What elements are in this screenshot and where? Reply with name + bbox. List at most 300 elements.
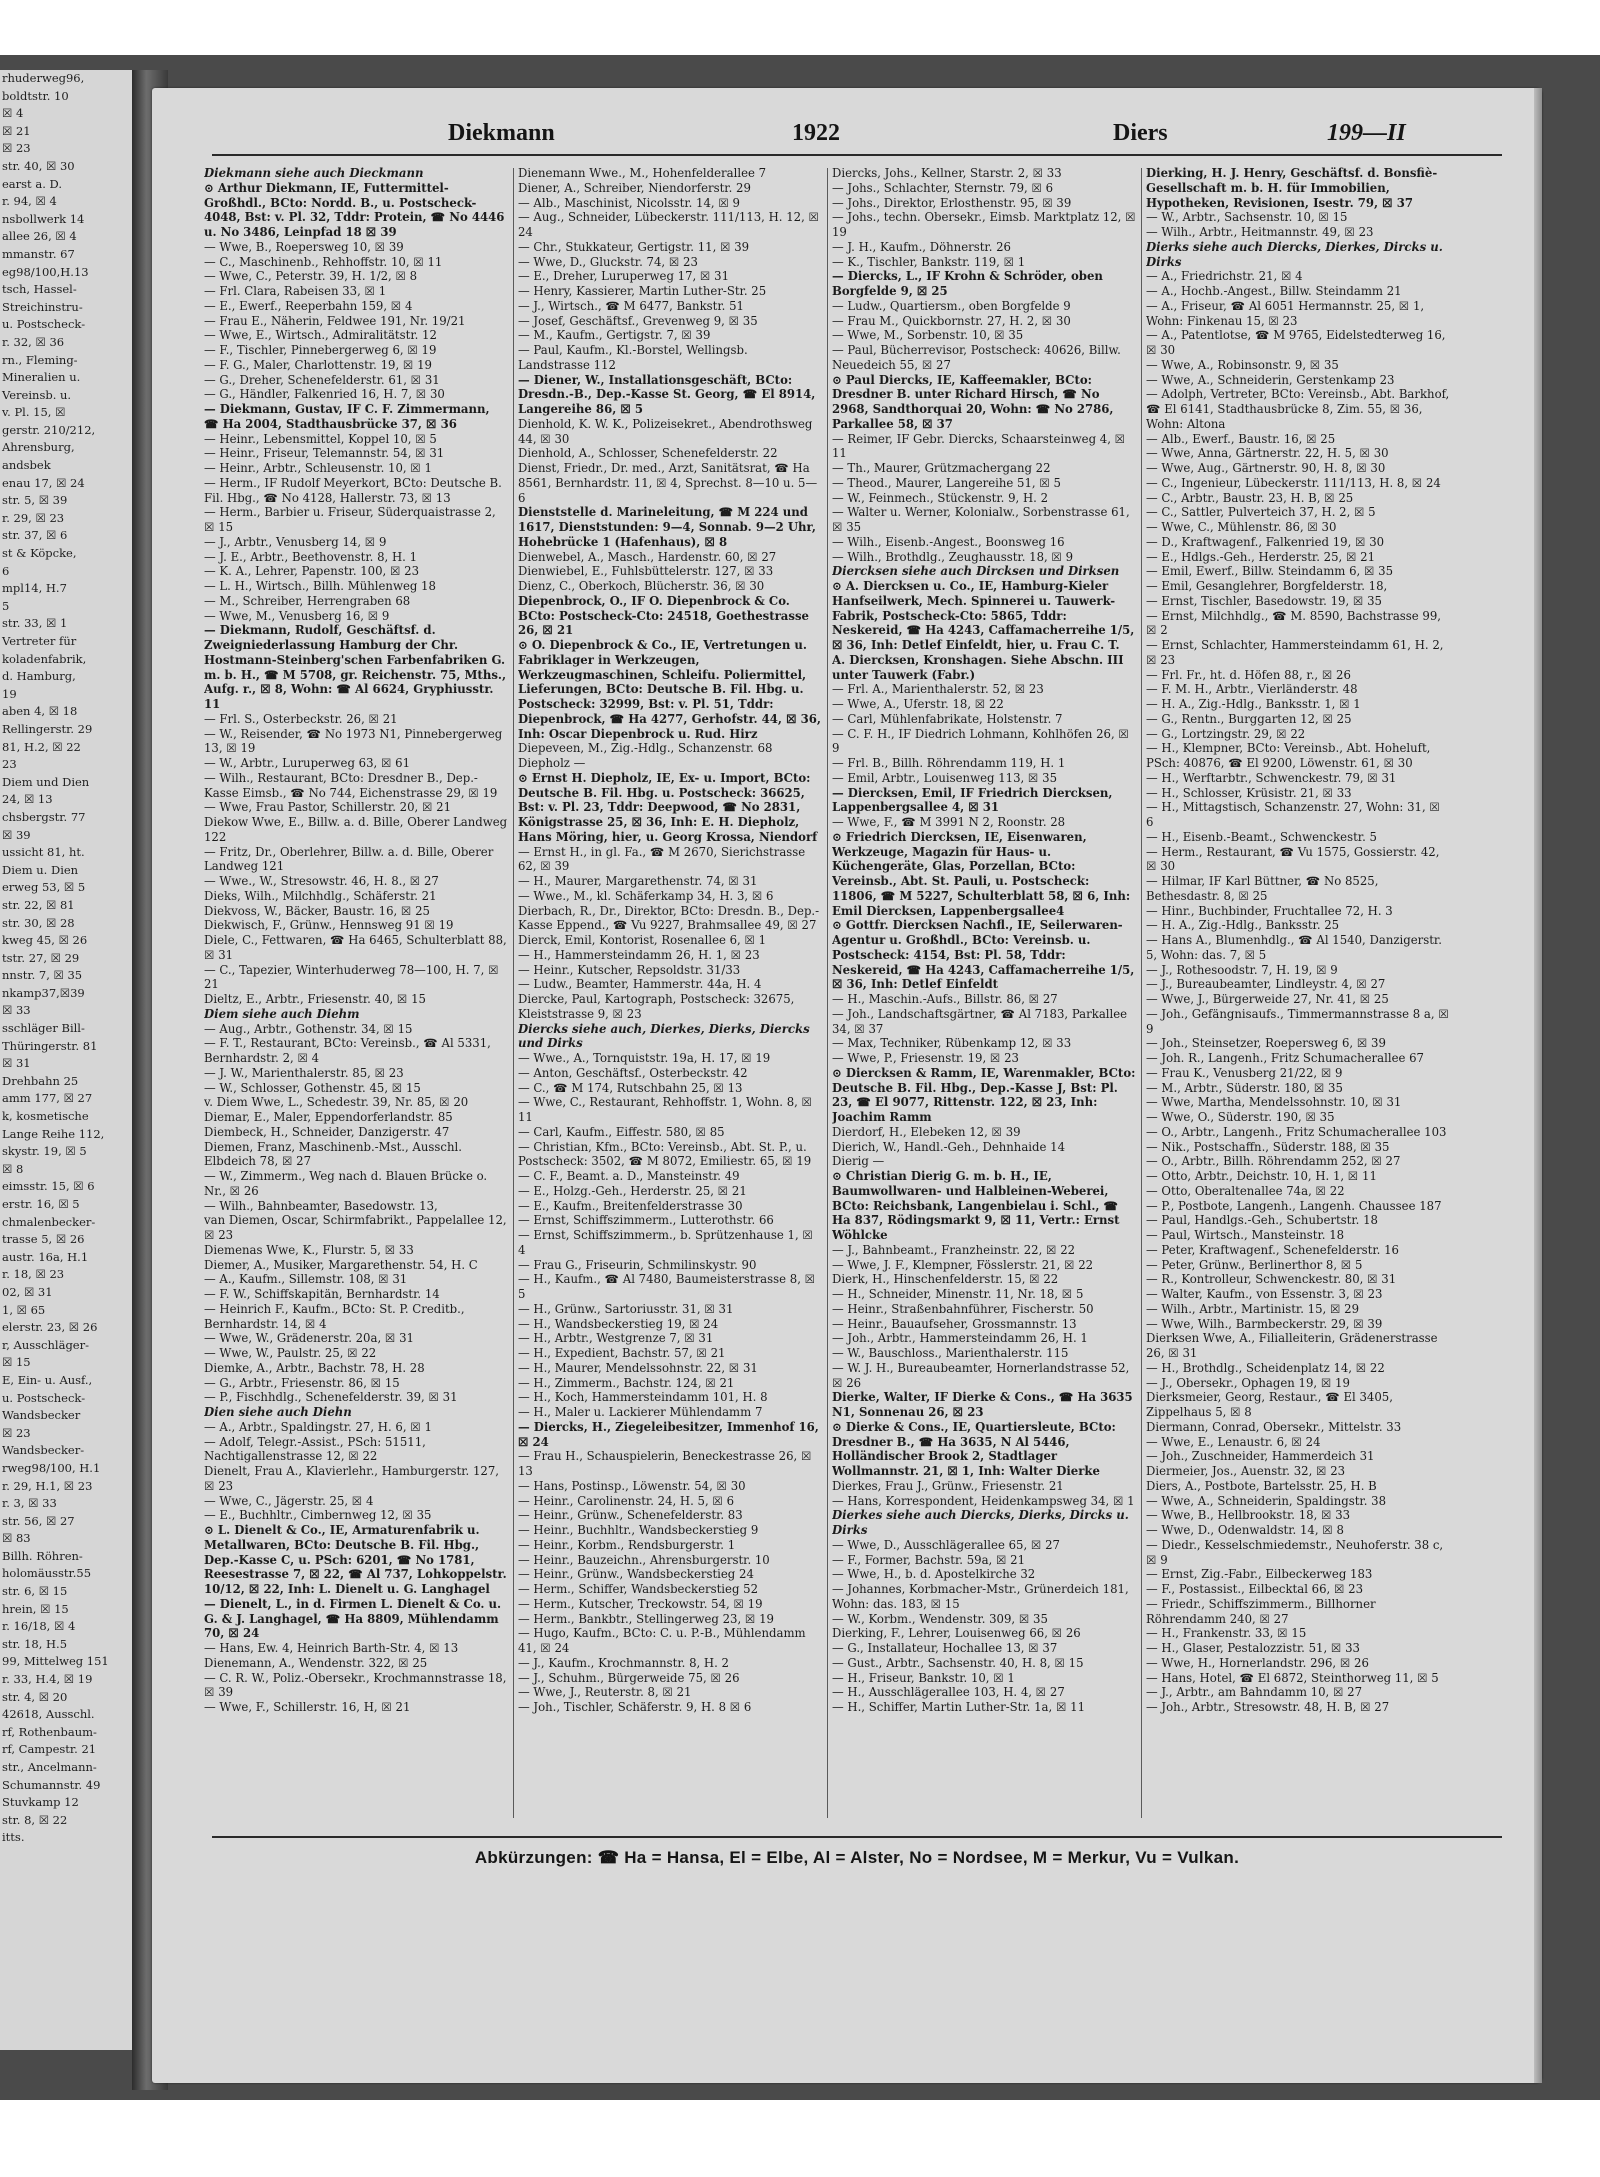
directory-entry: — Frl. Fr., ht. d. Höfen 88, r., ☒ 26 [1146, 667, 1351, 682]
fragment-line: str. 5, ☒ 39 [2, 493, 68, 508]
fragment-line: str. 37, ☒ 6 [2, 528, 68, 543]
directory-entry: — W., Arbtr., Sachsenstr. 10, ☒ 15 [1146, 210, 1348, 225]
directory-entry: — H., Schlosser, Krüsistr. 21, ☒ 33 [1146, 785, 1352, 800]
directory-entry: — J. E., Arbtr., Beethovenstr. 8, H. 1 [204, 549, 418, 564]
directory-entry: Dienelt, Frau A., Klavierlehr., Hamburgerstr. 127, ☒ 23 [204, 1464, 500, 1493]
directory-entry: — Ernst, Schlachter, Hammersteindamm 61, H. 2, ☒ 23 [1146, 638, 1444, 667]
footer-rule [212, 1836, 1502, 1838]
fragment-line: ussicht 81, ht. [2, 845, 85, 860]
fragment-line: tsch, Hassel- [2, 282, 77, 297]
firm-entry: ⊙ O. Diepenbrock & Co., IE, Vertretungen u. Fabriklager in Werkzeugen, Werkzeugmaschinen, Schleifu. Poliermittel, Lieferungen, BCto: Deutsche B. Fil. Hbg. u. Postscheck: 32999, Bst: v. Pl. 51, Tddr: Diepenbrock, ☎ Ha 4277, Gerhofstr. 44, ☒ 36, Inh: Oscar Diepenbrock u. Rud. Hirz [518, 638, 821, 741]
directory-entry: — Joh. R., Langenh., Fritz Schumacherallee 67 [1146, 1051, 1424, 1065]
directory-entry: — Aug., Arbtr., Gothenstr. 34, ☒ 15 [204, 1021, 413, 1036]
firm-entry: — Diercks, L., IF Krohn & Schröder, oben Borgfelde 9, ☒ 25 [832, 269, 1103, 298]
directory-entry: — Heinr., Arbtr., Schleusenstr. 10, ☒ 1 [204, 461, 432, 475]
firm-entry: — Diener, W., Installationsgeschäft, BCto: Dresdn.-B., Dep.-Kasse St. Georg, ☎ El 8914, Langereihe 86, ☒ 5 [518, 372, 816, 416]
fragment-line: rweg98/100, H.1 [2, 1460, 101, 1475]
directory-entry: — Heinr., Buchhltr., Wandsbeckerstieg 9 [518, 1523, 759, 1537]
fragment-line: 02, ☒ 31 [2, 1284, 53, 1299]
fragment-line: r, Ausschläger- [2, 1337, 89, 1352]
cross-reference: Diem siehe auch Diehm [204, 1006, 360, 1021]
directory-entry: — G., Installateur, Hochallee 13, ☒ 37 [832, 1641, 1058, 1655]
firm-entry: ⊙ Gottfr. Diercksen Nachfl., IE, Seilerwaren-Agentur u. Großhdl., BCto: Vereinsb. u. Postscheck: 4154, Bst: Pl. 58, Tddr: Neskereid, ☎ Ha 4243, Caffamacherreihe 1/5, ☒ 36, Inh: Detlef Einfeldt [832, 918, 1135, 992]
directory-entry: — Wwe, B., Roepersweg 10, ☒ 39 [204, 239, 404, 254]
fragment-line: 24, ☒ 13 [2, 792, 53, 807]
directory-entry: — H., Expedient, Bachstr. 57, ☒ 21 [518, 1346, 726, 1360]
directory-entry: — Diedr., Kesselschmiedemstr., Neuhoferstr. 38 c, ☒ 9 [1146, 1537, 1444, 1567]
directory-entry: — Ernst, Tischler, Basedowstr. 19, ☒ 35 [1146, 593, 1382, 608]
directory-entry: — Theod., Maurer, Langereihe 51, ☒ 5 [832, 475, 1061, 490]
directory-entry: — Ernst, Schiffszimmerm., Lutterothstr. 66 [518, 1213, 774, 1228]
fragment-line: allee 26, ☒ 4 [2, 229, 77, 244]
cross-reference: Dien siehe auch Diehn [204, 1405, 352, 1419]
directory-entry: — Wwe, Anna, Gärtnerstr. 22, H. 5, ☒ 30 [1146, 446, 1389, 461]
directory-entry: — Peter, Grünw., Berlinerthor 8, ☒ 5 [1146, 1257, 1363, 1272]
fragment-line: r. 18, ☒ 23 [2, 1267, 65, 1282]
directory-entry: — Heinrich F., Kaufm., BCto: St. P. Creditb., Bernhardstr. 14, ☒ 4 [204, 1301, 465, 1331]
directory-entry: — F., Tischler, Pinnebergerweg 6, ☒ 19 [204, 343, 437, 357]
cross-reference: Diercks siehe auch, Dierkes, Dierks, Diercks und Dirks [518, 1021, 810, 1051]
fragment-line: str. 30, ☒ 28 [2, 915, 75, 930]
firm-entry: — Dienelt, L., in d. Firmen L. Dienelt & Co. u. G. & J. Langhagel, ☎ Ha 8809, Mühlendamm 70, ☒ 24 [204, 1596, 502, 1641]
fragment-line: gerstr. 210/212, [2, 422, 96, 437]
fragment-line: ☒ 23 [2, 141, 31, 156]
directory-entry: — Paul, Wirtsch., Mansteinstr. 18 [1146, 1228, 1345, 1242]
previous-page-edge [0, 70, 138, 2050]
directory-entry: — Wwe, J., Reuterstr. 8, ☒ 21 [518, 1685, 692, 1700]
directory-entry: — A., Arbtr., Spaldingstr. 27, H. 6, ☒ 1 [204, 1419, 432, 1434]
fragment-line: r. 29, ☒ 23 [2, 510, 65, 525]
directory-entry: — M., Schreiber, Herrengraben 68 [204, 593, 411, 608]
directory-entry: — A., Friedrichstr. 21, ☒ 4 [1146, 269, 1303, 284]
directory-entry: — Emil, Gesanglehrer, Borgfelderstr. 18, [1146, 579, 1388, 593]
fragment-line: str. 8, ☒ 22 [2, 1812, 68, 1827]
directory-entry: — M., Arbtr., Süderstr. 180, ☒ 35 [1146, 1080, 1343, 1095]
directory-entry: Diekwisch, F., Grünw., Hennsweg 91 ☒ 19 [204, 918, 454, 933]
directory-entry: Dienwiebel, E., Fuhlsbüttelerstr. 127, ☒ 33 [518, 564, 774, 579]
directory-entry: — Chr., Stukkateur, Gertigstr. 11, ☒ 39 [518, 239, 750, 254]
fragment-line: Rellingerstr. 29 [2, 721, 93, 736]
column-3 [832, 166, 1136, 1821]
directory-entry: — W., Korbm., Wendenstr. 309, ☒ 35 [832, 1611, 1048, 1626]
directory-entry: — F., Former, Bachstr. 59a, ☒ 21 [832, 1552, 1026, 1567]
fragment-line: rn., Fleming- [2, 352, 78, 367]
directory-entry: — Henry, Kassierer, Martin Luther-Str. 25 [518, 284, 767, 298]
fragment-line: 19 [2, 686, 17, 701]
fragment-line: enau 17, ☒ 24 [2, 475, 85, 490]
column-divider [1141, 168, 1142, 1818]
directory-entry: Dierking, F., Lehrer, Louisenweg 66, ☒ 26 [832, 1626, 1081, 1641]
directory-entry: — Frl. B., Billh. Röhrendamm 119, H. 1 [832, 756, 1066, 770]
directory-entry: — Frau H., Schauspielerin, Beneckestrasse 26, ☒ 13 [518, 1449, 812, 1478]
directory-entry: — H., Hammersteindamm 26, H. 1, ☒ 23 [518, 947, 760, 962]
firm-entry: ⊙ L. Dienelt & Co., IE, Armaturenfabrik u. Metallwaren, BCto: Deutsche B. Fil. Hbg., Dep.-Kasse C, u. PSch: 6201, ☎ No 1781, Reesestrasse 7, ☒ 22, ☎ Al 737, Lohkoppelstr. 10/12, ☒ 22, Inh: L. Dienelt u. G. Langhagel [204, 1523, 507, 1596]
directory-entry: — Wwe, C., Peterstr. 39, H. 1/2, ☒ 8 [204, 269, 418, 284]
fragment-line: ☒ 83 [2, 1531, 31, 1546]
directory-entry: — W., Bauschloss., Marienthalerstr. 115 [832, 1346, 1069, 1360]
directory-entry: — J. W., Marienthalerstr. 85, ☒ 23 [204, 1065, 404, 1080]
firm-entry: ⊙ Arthur Diekmann, IE, Futtermittel-Großhdl., BCto: Nordd. B., u. Postscheck- 4048, Bst: v. Pl. 32, Tddr: Protein, ☎ No 4446 u. No 3486, Leinpfad 18 ☒ 39 [204, 180, 505, 239]
directory-entry: — Christian, Kfm., BCto: Vereinsb., Abt. St. P., u. Postscheck: 3502, ☎ M 8072, Emiliestr. 65, ☒ 19 [518, 1139, 812, 1169]
directory-entry: — Wwe, F., Schillerstr. 16, H, ☒ 21 [204, 1700, 411, 1714]
fragment-line: nkamp37,☒39 [2, 985, 85, 1000]
firm-entry: ⊙ Ernst H. Diepholz, IE, Ex- u. Import, BCto: Deutsche B. Fil. Hbg. u. Postscheck: 36625, Bst: v. Pl. 23, Tddr: Deepwood, ☎ No 2831, Königstrasse 25, ☒ 36, Inh: E. H. Diepholz, Hans Möring, hier, u. Georg Krossa, Niendorf [518, 770, 818, 844]
fragment-line: u. Postscheck- [2, 317, 86, 332]
directory-entry: Diener, A., Schreiber, Niendorferstr. 29 [518, 180, 751, 195]
directory-entry: Dienemann, A., Wendenstr. 322, ☒ 25 [204, 1655, 428, 1670]
fragment-line: mmanstr. 67 [2, 246, 75, 261]
directory-entry: Diermeier, Jos., Auenstr. 32, ☒ 23 [1146, 1464, 1346, 1478]
directory-entry: — Wilh., Restaurant, BCto: Dresdner B., Dep.-Kasse Eimsb., ☎ No 744, Eichenstrasse 29, ☒ 19 [204, 770, 498, 800]
directory-entry: — C. R. W., Poliz.-Obersekr., Krochmannstrasse 18, ☒ 39 [204, 1670, 507, 1700]
fragment-line: str. 40, ☒ 30 [2, 158, 75, 173]
directory-entry: — Joh., Arbtr., Hammersteindamm 26, H. 1 [832, 1331, 1088, 1346]
directory-entry: — Heinr., Lebensmittel, Koppel 10, ☒ 5 [204, 431, 437, 446]
directory-entry: — Herm., Kutscher, Treckowstr. 54, ☒ 19 [518, 1596, 763, 1611]
directory-entry: — J., Arbtr., am Bahndamm 10, ☒ 27 [1146, 1685, 1363, 1700]
directory-entry: — G., Lortzingstr. 29, ☒ 22 [1146, 726, 1306, 741]
directory-entry: — G., Arbtr., Friesenstr. 86, ☒ 15 [204, 1375, 400, 1390]
directory-entry: v. Diem Wwe, L., Schedestr. 39, Nr. 85, ☒ 20 [204, 1095, 469, 1110]
directory-entry: Dierkes, Frau J., Grünw., Friesenstr. 21 [832, 1478, 1064, 1493]
directory-entry: — Frl. S., Osterbeckstr. 26, ☒ 21 [204, 711, 398, 726]
directory-entry: — E., Kaufm., Breitenfelderstrasse 30 [518, 1198, 743, 1213]
directory-entry: — P., Postbote, Langenh., Langenh. Chaussee 187 [1146, 1198, 1442, 1213]
directory-entry: — Wwe, D., Gluckstr. 74, ☒ 23 [518, 254, 698, 269]
fragment-line: itts. [2, 1830, 25, 1845]
directory-entry: Diele, C., Fettwaren, ☎ Ha 6465, Schulterblatt 88, ☒ 31 [204, 933, 507, 962]
directory-entry: — D., Kraftwagenf., Falkenried 19, ☒ 30 [1146, 534, 1385, 549]
fragment-line: Billh. Röhren- [2, 1548, 83, 1563]
directory-entry: — C., Arbtr., Baustr. 23, H. B, ☒ 25 [1146, 490, 1354, 505]
directory-entry: — Herm., IF Rudolf Meyerkort, BCto: Deutsche B. Fil. Hbg., ☎ No 4128, Hallerstr. 73, ☒ 13 [204, 475, 502, 505]
fragment-line: Wandsbecker- [2, 1443, 85, 1458]
directory-entry: — Wwe, C., Restaurant, Rehhoffstr. 1, Wohn. 8, ☒ 11 [518, 1095, 813, 1124]
fragment-line: str. 18, H.5 [2, 1636, 68, 1651]
directory-entry: — H., Schiffer, Martin Luther-Str. 1a, ☒ 11 [832, 1700, 1086, 1714]
directory-entry: Diekow Wwe, E., Billw. a. d. Bille, Oberer Landweg 122 [204, 815, 508, 844]
firm-entry: ⊙ Dierke & Cons., IE, Quartiersleute, BCto: Dresdner B., ☎ Ha 3635, N Al 5446, Holländischer Brook 2, Stadtlager Wollmannstr. 21, ☒ 1, Inh: Walter Dierke [832, 1419, 1116, 1478]
directory-entry: Dienst, Friedr., Dr. med., Arzt, Sanitätsrat, ☎ Ha 8561, Bernhardstr. 11, ☒ 4, Sprechst. 8—10 u. 5—6 [518, 461, 818, 505]
directory-entry: — Hans, Korrespondent, Heidenkampsweg 34, ☒ 1 [832, 1493, 1135, 1508]
directory-entry: — Johs., techn. Obersekr., Eimsb. Marktplatz 12, ☒ 19 [832, 210, 1136, 239]
fragment-line: hrein, ☒ 15 [2, 1601, 69, 1616]
fragment-line: str., Ancelmann- [2, 1760, 97, 1774]
directory-entry: — Hans, Hotel, ☎ El 6872, Steinthorweg 11, ☒ 5 [1146, 1670, 1439, 1685]
directory-entry: — Wwe, A., Robinsonstr. 9, ☒ 35 [1146, 357, 1339, 372]
fragment-line: 81, H.2, ☒ 22 [2, 739, 81, 754]
directory-entry: van Diemen, Oscar, Schirmfabrikt., Pappelallee 12, ☒ 23 [204, 1213, 507, 1242]
directory-entry: — J., Wirtsch., ☎ M 6477, Bankstr. 51 [518, 298, 744, 313]
directory-entry: Dierk, H., Hinschenfelderstr. 15, ☒ 22 [832, 1272, 1059, 1287]
directory-page [152, 88, 1542, 2083]
directory-entry: — J., Bureaubeamter, Lindleystr. 4, ☒ 27 [1146, 977, 1386, 992]
directory-entry: — R., Kontrolleur, Schwenckestr. 80, ☒ 31 [1146, 1272, 1397, 1287]
directory-entry: — Frau M., Quickbornstr. 27, H. 2, ☒ 30 [832, 313, 1071, 328]
directory-entry: — W., Arbtr., Luruperweg 63, ☒ 61 [204, 756, 411, 770]
directory-entry: — Frau K., Venusberg 21/22, ☒ 9 [1146, 1065, 1343, 1080]
fragment-line: eimsstr. 15, ☒ 6 [2, 1179, 95, 1194]
directory-entry: — Wilh., Eisenb.-Angest., Boonsweg 16 [832, 534, 1065, 549]
directory-entry: — M., Kaufm., Gertigstr. 7, ☒ 39 [518, 328, 711, 343]
directory-entry: — H., Arbtr., Westgrenze 7, ☒ 31 [518, 1331, 714, 1346]
directory-entry: — W., Feinmech., Stückenstr. 9, H. 2 [832, 490, 1049, 505]
directory-entry: — Wwe, C., Jägerstr. 25, ☒ 4 [204, 1493, 374, 1508]
directory-entry: Diermann, Conrad, Obersekr., Mittelstr. 33 [1146, 1419, 1402, 1434]
directory-entry: — Ludw., Beamter, Hammerstr. 44a, H. 4 [518, 977, 762, 992]
fragment-line: earst a. D. [2, 176, 62, 191]
header-rule [212, 154, 1502, 156]
directory-entry: Diembeck, H., Schneider, Danzigerstr. 47 [204, 1124, 450, 1139]
fragment-line: sschläger Bill- [2, 1021, 85, 1036]
directory-entry: — Hans, Ew. 4, Heinrich Barth-Str. 4, ☒ 13 [204, 1641, 459, 1655]
fragment-line: holomäusstr.55 [2, 1566, 92, 1581]
firm-entry: ⊙ Friedrich Diercksen, IE, Eisenwaren, Werkzeuge, Magazin für Haus- u. Küchengeräte, Glas, Porzellan, BCto: Vereinsb., Abt. St. Pauli, u. Postscheck: 11806, ☎ M 5227, Schulterblatt 58, ☒ 6, Inh: Emil Diercksen, Lappenbergsallee4 [832, 829, 1131, 918]
directory-entry: — Hans A., Blumenhdlg., ☎ Al 1540, Danzigerstr. 5, Wohn: das. 7, ☒ 5 [1146, 933, 1442, 962]
directory-entry: Diercke, Paul, Kartograph, Postscheck: 32675, Kleiststrasse 9, ☒ 23 [518, 992, 795, 1021]
directory-entry: — Ernst H., in gl. Fa., ☎ M 2670, Sierichstrasse 62, ☒ 39 [518, 844, 806, 874]
fragment-line: str. 6, ☒ 15 [2, 1584, 68, 1599]
cross-reference: Dierks siehe auch Diercks, Dierkes, Dircks u. Dirks [1146, 239, 1443, 269]
directory-entry: — Wwe, D., Ausschlägerallee 65, ☒ 27 [832, 1537, 1060, 1552]
fragment-line: nnstr. 7, ☒ 35 [2, 968, 83, 983]
directory-entry: — G., Rentn., Burggarten 12, ☒ 25 [1146, 711, 1352, 726]
directory-entry: — Joh., Tischler, Schäferstr. 9, H. 8 ☒ 6 [518, 1700, 752, 1714]
directory-entry: — Wwe, A., Schneiderin, Gerstenkamp 23 [1146, 372, 1395, 387]
directory-entry: — Heinr., Bauaufseher, Grossmannstr. 13 [832, 1316, 1077, 1331]
directory-entry: — Gust., Arbtr., Sachsenstr. 40, H. 8, ☒ 15 [832, 1655, 1084, 1670]
fragment-line: r. 32, ☒ 36 [2, 334, 65, 349]
directory-entry: — Ludw., Quartiersm., oben Borgfelde 9 [832, 298, 1071, 313]
directory-entry: — Walter, Kaufm., von Essenstr. 3, ☒ 23 [1146, 1287, 1383, 1301]
directory-entry: — C., ☎ M 174, Rutschbahn 25, ☒ 13 [518, 1080, 743, 1095]
directory-entry: — H., Werftarbtr., Schwenckestr. 79, ☒ 31 [1146, 770, 1397, 785]
directory-entry: Dienemann Wwe., M., Hohenfelderallee 7 [518, 166, 767, 180]
directory-entry: — Herm., Schiffer, Wandsbeckerstieg 52 [518, 1582, 759, 1596]
directory-entry: — Joh., Gefängnisaufs., Timmermannstrasse 8 a, ☒ 9 [1146, 1006, 1449, 1036]
directory-entry: — W. J. H., Bureaubeamter, Hornerlandstrasse 52, ☒ 26 [832, 1360, 1130, 1390]
directory-entry: — Friedr., Schiffszimmerm., Billhorner Röhrendamm 240, ☒ 27 [1146, 1596, 1376, 1626]
directory-entry: — Emil, Arbtr., Louisenweg 113, ☒ 35 [832, 770, 1058, 785]
page-header [152, 120, 1542, 150]
directory-entry: — Ernst, Schiffszimmerm., b. Sprützenhause 1, ☒ 4 [518, 1228, 813, 1257]
directory-entry: Diekvoss, W., Bäcker, Baustr. 16, ☒ 25 [204, 903, 430, 918]
directory-entry: — F. T., Restaurant, BCto: Vereinsb., ☎ Al 5331, Bernhardstr. 2, ☒ 4 [204, 1036, 491, 1065]
directory-entry: — Wwe, W., Paulstr. 25, ☒ 22 [204, 1346, 377, 1360]
directory-entry: — C., Maschinenb., Rehhoffstr. 10, ☒ 11 [204, 254, 443, 269]
directory-entry: — J., Arbtr., Venusberg 14, ☒ 9 [204, 534, 387, 549]
fragment-line: u. Postscheck- [2, 1390, 86, 1405]
fragment-line: ☒ 39 [2, 827, 31, 842]
fragment-line: k, kosmetische [2, 1109, 89, 1124]
fragment-line: r. 94, ☒ 4 [2, 194, 57, 209]
firm-entry: Dierke, Walter, IF Dierke & Cons., ☎ Ha 3635 N1, Sonnenau 26, ☒ 23 [832, 1390, 1133, 1419]
directory-entry: — H., Klempner, BCto: Vereinsb., Abt. Hoheluft, PSch: 40876, ☎ El 9200, Löwenstr. 61, ☒ 30 [1146, 741, 1431, 770]
directory-entry: — Hans, Postinsp., Löwenstr. 54, ☒ 30 [518, 1478, 746, 1493]
fragment-line: chsbergstr. 77 [2, 809, 86, 824]
directory-entry: — Joh., Arbtr., Stresowstr. 48, H. B, ☒ 27 [1146, 1700, 1390, 1714]
directory-entry: — Wwe, C., Mühlenstr. 86, ☒ 30 [1146, 520, 1337, 534]
fragment-line: erstr. 16, ☒ 5 [2, 1197, 80, 1211]
directory-entry: — W., Schlosser, Gothenstr. 45, ☒ 15 [204, 1080, 421, 1095]
directory-entry: — Heinr., Straßenbahnführer, Fischerstr. 50 [832, 1301, 1094, 1316]
directory-entry: — H., Kaufm., ☎ Al 7480, Baumeisterstrasse 8, ☒ 5 [518, 1272, 816, 1301]
directory-entry: — Emil, Ewerf., Billw. Steindamm 6, ☒ 35 [1146, 564, 1394, 579]
fragment-line: eg98/100,H.13 [2, 264, 89, 279]
directory-entry: — Josef, Geschäftsf., Grevenweg 9, ☒ 35 [518, 313, 758, 328]
directory-entry: — Paul, Bücherrevisor, Postscheck: 40626, Billw. Neuedeich 55, ☒ 27 [832, 343, 1121, 372]
directory-entry: — C. F. H., IF Diedrich Lohmann, Kohlhöfen 26, ☒ 9 [832, 726, 1129, 756]
directory-entry: — Carl, Kaufm., Eiffestr. 580, ☒ 85 [518, 1124, 725, 1139]
directory-entry: Dierdorf, H., Elebeken 12, ☒ 39 [832, 1124, 1021, 1139]
directory-entry: Diemer, A., Musiker, Margarethenstr. 54, H. C [204, 1257, 478, 1272]
directory-entry: — A., Kaufm., Sillemstr. 108, ☒ 31 [204, 1272, 408, 1287]
directory-entry: — Wwe, O., Süderstr. 190, ☒ 35 [1146, 1110, 1335, 1124]
fragment-line: str. 33, ☒ 1 [2, 616, 68, 631]
directory-entry: — W., Reisender, ☎ No 1973 N1, Pinnebergerweg 13, ☒ 19 [204, 726, 503, 756]
directory-entry: — H., Maler u. Lackierer Mühlendamm 7 [518, 1405, 763, 1419]
directory-entry: — H., Koch, Hammersteindamm 101, H. 8 [518, 1390, 768, 1405]
firm-entry: — Diekmann, Rudolf, Geschäftsf. d. Zweigniederlassung Hamburg der Chr. Hostmann-Steinberg'schen Farbenfabriken G. m. b. H., ☎ M 5708, gr. Reichenstr. 75, Mths., Aufg. r., ☒ 8, Wohn: ☎ Al 6624, Gryphiusstr. 11 [204, 623, 507, 711]
directory-entry: — Heinr., Bauzeichn., Ahrensburgerstr. 10 [518, 1552, 770, 1567]
firm-entry: Diepenbrock, O., IF O. Diepenbrock & Co. BCto: Postscheck-Cto: 24518, Goethestrasse 26, ☒ 21 [518, 593, 809, 638]
directory-entry: — Herm., Restaurant, ☎ Vu 1575, Gossierstr. 42, ☒ 30 [1146, 844, 1440, 874]
directory-entry: — Wwe, M., Venusberg 16, ☒ 9 [204, 608, 390, 623]
column-4 [1146, 166, 1450, 1821]
directory-entry: — F. G., Maler, Charlottenstr. 19, ☒ 19 [204, 357, 432, 372]
directory-entry: — H., Grünw., Sartoriusstr. 31, ☒ 31 [518, 1301, 734, 1316]
directory-entry: Diepholz — [518, 756, 586, 770]
fragment-line: koladenfabrik, [2, 651, 87, 666]
directory-entry: — C. F., Beamt. a. D., Mansteinstr. 49 [518, 1169, 740, 1183]
directory-entry: — Heinr., Korbm., Rendsburgerstr. 1 [518, 1537, 736, 1552]
firm-entry: — Diekmann, Gustav, IF C. F. Zimmermann, ☎ Ha 2004, Stadthausbrücke 37, ☒ 36 [204, 402, 490, 431]
fragment-line: r. 16/18, ☒ 4 [2, 1619, 76, 1634]
fragment-line: r. 33, H.4, ☒ 19 [2, 1672, 93, 1687]
directory-entry: — C., Ingenieur, Lübeckerstr. 111/113, H. 8, ☒ 24 [1146, 475, 1441, 490]
directory-entry: Diers, A., Postbote, Bartelsstr. 25, H. B [1146, 1478, 1377, 1493]
fragment-line: ☒ 15 [2, 1355, 31, 1370]
directory-entry: — Wwe, M., Sorbenstr. 10, ☒ 35 [832, 328, 1024, 343]
directory-entry: — Frl. Clara, Rabeisen 33, ☒ 1 [204, 284, 387, 298]
directory-entry: — Wwe, Wilh., Barmbeckerstr. 29, ☒ 39 [1146, 1316, 1383, 1331]
directory-entry: — E., Dreher, Luruperweg 17, ☒ 31 [518, 269, 730, 284]
directory-entry: — Herm., Barbier u. Friseur, Süderquaistrasse 2, ☒ 15 [204, 505, 496, 534]
directory-entry: — Wwe, E., Lenaustr. 6, ☒ 24 [1146, 1434, 1321, 1449]
directory-entry: — K., Tischler, Bankstr. 119, ☒ 1 [832, 254, 1026, 269]
fragment-line: 1, ☒ 65 [2, 1302, 46, 1317]
directory-entry: — Otto, Oberaltenallee 74a, ☒ 22 [1146, 1183, 1345, 1198]
previous-page-text [0, 70, 138, 1847]
directory-entry: Diemke, A., Arbtr., Bachstr. 78, H. 28 [204, 1360, 425, 1375]
directory-entry: Dierig — [832, 1154, 885, 1169]
directory-entry: — H., Frankenstr. 33, ☒ 15 [1146, 1626, 1307, 1641]
fragment-line: ☒ 33 [2, 1003, 31, 1018]
directory-entry: — P., Fischhdlg., Schenefelderstr. 39, ☒ 31 [204, 1390, 458, 1405]
firm-entry: ⊙ A. Diercksen u. Co., IE, Hamburg-Kieler Hanfseilwerk, Mech. Spinnerei u. Tauwerk-Fabrik, Postscheck-Cto: 5865, Tddr: Neskereid, ☎ Ha 4243, Caffamacherreihe 1/5, ☒ 36, Inh: Detlef Einfeldt, hier, u. Frau C. T. A. Diercksen, Kronshagen. Siehe Abschn. III unter Tauwerk (Fabr.) [832, 579, 1135, 682]
directory-entry: — W., Zimmerm., Weg nach d. Blauen Brücke o. Nr., ☒ 26 [204, 1169, 488, 1198]
directory-entry: — Wwe, J., Bürgerweide 27, Nr. 41, ☒ 25 [1146, 992, 1389, 1006]
cross-reference: Diekmann siehe auch Dieckmann [204, 166, 424, 180]
directory-entry: — F. M. H., Arbtr., Vierländerstr. 48 [1146, 682, 1358, 697]
fragment-line: r. 29, H.1, ☒ 23 [2, 1478, 93, 1493]
directory-entry: — F., Postassist., Eilbecktal 66, ☒ 23 [1146, 1582, 1364, 1596]
directory-entry: — O., Arbtr., Billh. Röhrendamm 252, ☒ 27 [1146, 1154, 1401, 1169]
directory-entry: — H., Zimmerm., Bachstr. 124, ☒ 21 [518, 1375, 735, 1390]
directory-entry: — Otto, Arbtr., Deichstr. 10, H. 1, ☒ 11 [1146, 1169, 1377, 1183]
column-divider [827, 168, 828, 1818]
directory-entry: — Heinr., Carolinenstr. 24, H. 5, ☒ 6 [518, 1493, 735, 1508]
fragment-line: mpl14, H.7 [2, 581, 67, 596]
directory-entry: — Herm., Bankbtr., Stellingerweg 23, ☒ 19 [518, 1611, 774, 1626]
directory-entry: Diemen, Franz, Maschinenb.-Mst., Ausschl. Elbdeich 78, ☒ 27 [204, 1139, 462, 1169]
column-2 [518, 166, 822, 1821]
directory-entry: — O., Arbtr., Langenh., Fritz Schumacherallee 103 [1146, 1124, 1447, 1139]
directory-entry: — Wwe., M., kl. Schäferkamp 34, H. 3, ☒ 6 [518, 888, 774, 903]
fragment-line: rf, Rothenbaum- [2, 1724, 97, 1739]
directory-entry: — Alb., Maschinist, Nicolsstr. 14, ☒ 9 [518, 195, 740, 210]
directory-entry: — Frl. A., Marienthalerstr. 52, ☒ 23 [832, 682, 1044, 697]
fragment-line: rhuderweg96, [2, 71, 85, 85]
directory-entry: — J., Obersekr., Ophagen 19, ☒ 19 [1146, 1375, 1350, 1390]
column-1 [204, 166, 508, 1821]
fragment-line: boldtstr. 10 [2, 88, 69, 103]
directory-entry: — H., Wandsbeckerstieg 19, ☒ 24 [518, 1316, 719, 1331]
fragment-line: st & Köpcke, [2, 546, 77, 561]
header-left-word: Diekmann [448, 120, 555, 146]
directory-entry: — J. H., Kaufm., Döhnerstr. 26 [832, 239, 1011, 254]
fragment-line: andsbek [2, 458, 51, 473]
directory-entry: — Heinr., Grünw., Schenefelderstr. 83 [518, 1508, 743, 1523]
directory-entry: — Joh., Zuschneider, Hammerdeich 31 [1146, 1449, 1375, 1464]
directory-entry: — G., Händler, Falkenried 16, H. 7, ☒ 30 [204, 387, 445, 402]
directory-entry: — H., Glaser, Pestalozzistr. 51, ☒ 33 [1146, 1641, 1360, 1655]
fragment-line: Vereinsb. u. [2, 387, 72, 402]
fragment-line: Diem u. Dien [2, 862, 79, 877]
directory-entry: — H., Mittagstisch, Schanzenstr. 27, Wohn: 31, ☒ 6 [1146, 800, 1440, 829]
directory-entry: — H., Maurer, Margarethenstr. 74, ☒ 31 [518, 874, 758, 888]
directory-entry: — Reimer, IF Gebr. Diercks, Schaarsteinweg 4, ☒ 11 [832, 431, 1126, 461]
directory-entry: — Wwe., W., Stresowstr. 46, H. 8., ☒ 27 [204, 874, 439, 888]
directory-entry: — E., Holzg.-Geh., Herderstr. 25, ☒ 21 [518, 1183, 747, 1198]
directory-entry: — Wwe, H., b. d. Apostelkirche 32 [832, 1567, 1036, 1582]
fragment-line: Drehbahn 25 [2, 1073, 79, 1088]
cross-reference: Dierkes siehe auch Diercks, Dierks, Dircks u. Dirks [832, 1508, 1129, 1537]
directory-entry: — H., Maschin.-Aufs., Billstr. 86, ☒ 27 [832, 992, 1058, 1006]
fragment-line: str. 56, ☒ 27 [2, 1513, 75, 1528]
directory-entry: — Wilh., Bahnbeamter, Basedowstr. 13, [204, 1198, 438, 1213]
directory-entry: Dierich, W., Handl.-Geh., Dehnhaide 14 [832, 1139, 1066, 1154]
directory-entry: — H., Maurer, Mendelssohnstr. 22, ☒ 31 [518, 1360, 758, 1375]
directory-entry: — Johs., Schlachter, Sternstr. 79, ☒ 6 [832, 180, 1054, 195]
fragment-line: Ahrensburg, [2, 440, 75, 455]
fragment-line: Lange Reihe 112, [2, 1126, 105, 1141]
fragment-line: ☒ 23 [2, 1425, 31, 1440]
directory-entry: — Wilh., Brothdlg., Zeughausstr. 18, ☒ 9 [832, 549, 1074, 564]
firm-entry: ⊙ Christian Dierig G. m. b. H., IE, Baumwollwaren- und Halbleinen-Weberei, BCto: Reichsbank, Langenbielau i. Schl., ☎ Ha 837, Rödingsmarkt 9, ☒ 11, Vertr.: Ernst Wöhlcke [832, 1169, 1120, 1242]
directory-entry: — Peter, Kraftwagenf., Schenefelderstr. 16 [1146, 1242, 1399, 1257]
directory-entry: — H., Eisenb.-Beamt., Schwenckestr. 5 [1146, 829, 1377, 844]
fragment-line: Diem und Dien [2, 774, 90, 789]
directory-entry: — C., Tapezier, Winterhuderweg 78—100, H. 7, ☒ 21 [204, 962, 499, 992]
directory-entry: — Paul, Handlgs.-Geh., Schubertstr. 18 [1146, 1213, 1378, 1228]
directory-entry: Diepeveen, M., Zig.-Hdlg., Schanzenstr. 68 [518, 741, 773, 756]
directory-entry: — Wwe, W., Grädenerstr. 20a, ☒ 31 [204, 1331, 414, 1346]
directory-entry: — G., Dreher, Schenefelderstr. 61, ☒ 31 [204, 372, 440, 387]
directory-entry: — Wwe, D., Odenwaldstr. 14, ☒ 8 [1146, 1523, 1344, 1537]
directory-entry: — H. A., Zig.-Hdlg., Banksstr. 1, ☒ 1 [1146, 697, 1361, 711]
fragment-line: 23 [2, 757, 17, 772]
